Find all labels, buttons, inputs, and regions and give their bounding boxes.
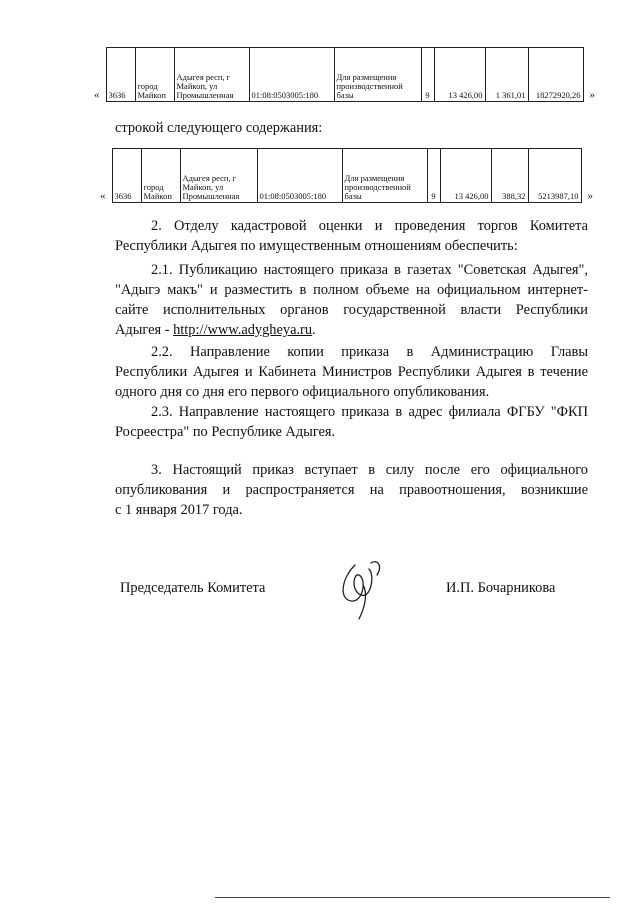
cell-cadastral-value: 5213987,10 (528, 149, 581, 203)
original-record-row (94, 47, 595, 102)
website-link[interactable]: http://www.adygheya.ru (173, 322, 313, 338)
row-close-quote: » (587, 189, 593, 202)
signatory-position: Председатель Комитета (120, 580, 266, 596)
cell-area: 13 426,00 (434, 48, 485, 102)
paragraph-line: Республики Адыгея и Кабинета Министров Республики Адыгея в течение (115, 364, 588, 380)
paragraph-line: 3. Настоящий приказ вступает в силу после его официального (151, 462, 588, 478)
cell-specific-value: 1 361,01 (485, 48, 528, 102)
signatory-name: И.П. Бочарникова (446, 580, 556, 596)
row-open-quote: « (100, 189, 106, 202)
paragraph-2 (115, 216, 588, 256)
cell-locality: город Майкоп (135, 48, 174, 102)
paragraph-3 (115, 460, 588, 520)
paragraph-line: 2. Отделу кадастровой оценки и проведения торгов Комитета (151, 218, 588, 234)
paragraph-line: сайте исполнительных органов государственной власти Республики (115, 302, 588, 318)
paragraph-line: опубликования и распространяется на правоотношения, возникшие (115, 482, 588, 498)
paragraph-line: Республики Адыгея по имущественным отношениям обеспечить: (115, 238, 518, 254)
paragraph-line: Адыгея - http://www.adygheya.ru. (115, 322, 316, 338)
replacement-record-row (100, 148, 593, 203)
cell-group: 9 (427, 149, 440, 203)
paragraph-2-3 (115, 402, 588, 442)
cell-group: 9 (421, 48, 434, 102)
cell-number: 3636 (106, 48, 135, 102)
cell-address: Адыгея респ, г Майкоп, ул Промышленная (174, 48, 249, 102)
row-open-quote: « (94, 88, 100, 101)
cell-address: Адыгея респ, г Майкоп, ул Промышленная (180, 149, 257, 203)
paragraph-line: Росреестра" по Республике Адыгея. (115, 424, 336, 440)
paragraph-2-1 (115, 260, 588, 340)
cell-cadastral-value: 18272920,26 (528, 48, 583, 102)
cell-cadastral-number: 01:08:0503005:180 (257, 149, 342, 203)
record-table (106, 47, 584, 102)
bottom-rule (215, 897, 610, 898)
row-close-quote: » (589, 88, 595, 101)
paragraph-line: с 1 января 2017 года. (115, 502, 243, 518)
cell-cadastral-number: 01:08:0503005:180 (249, 48, 334, 102)
paragraph-line: 2.1. Публикацию настоящего приказа в газетах "Советская Адыгея", (151, 262, 588, 278)
paragraph-line: "Адыгэ макъ" и разместить в полном объеме на официальном интернет- (115, 282, 588, 298)
cell-number: 3636 (112, 149, 141, 203)
paragraph-line: 2.3. Направление настоящего приказа в адрес филиала ФГБУ "ФКП (151, 404, 588, 420)
cell-purpose: Для размещения производственной базы (334, 48, 421, 102)
intro-line: строкой следующего содержания: (115, 120, 323, 136)
record-table (112, 148, 582, 203)
paragraph-line: одного дня со дня его первого официального опубликования. (115, 384, 490, 400)
paragraph-line: 2.2. Направление копии приказа в Администрацию Главы (151, 344, 588, 360)
cell-area: 13 426,00 (440, 149, 491, 203)
handwritten-signature (333, 555, 393, 621)
paragraph-2-2 (115, 342, 588, 402)
cell-specific-value: 388,32 (491, 149, 528, 203)
cell-locality: город Майкоп (141, 149, 180, 203)
cell-purpose: Для размещения производственной базы (342, 149, 427, 203)
